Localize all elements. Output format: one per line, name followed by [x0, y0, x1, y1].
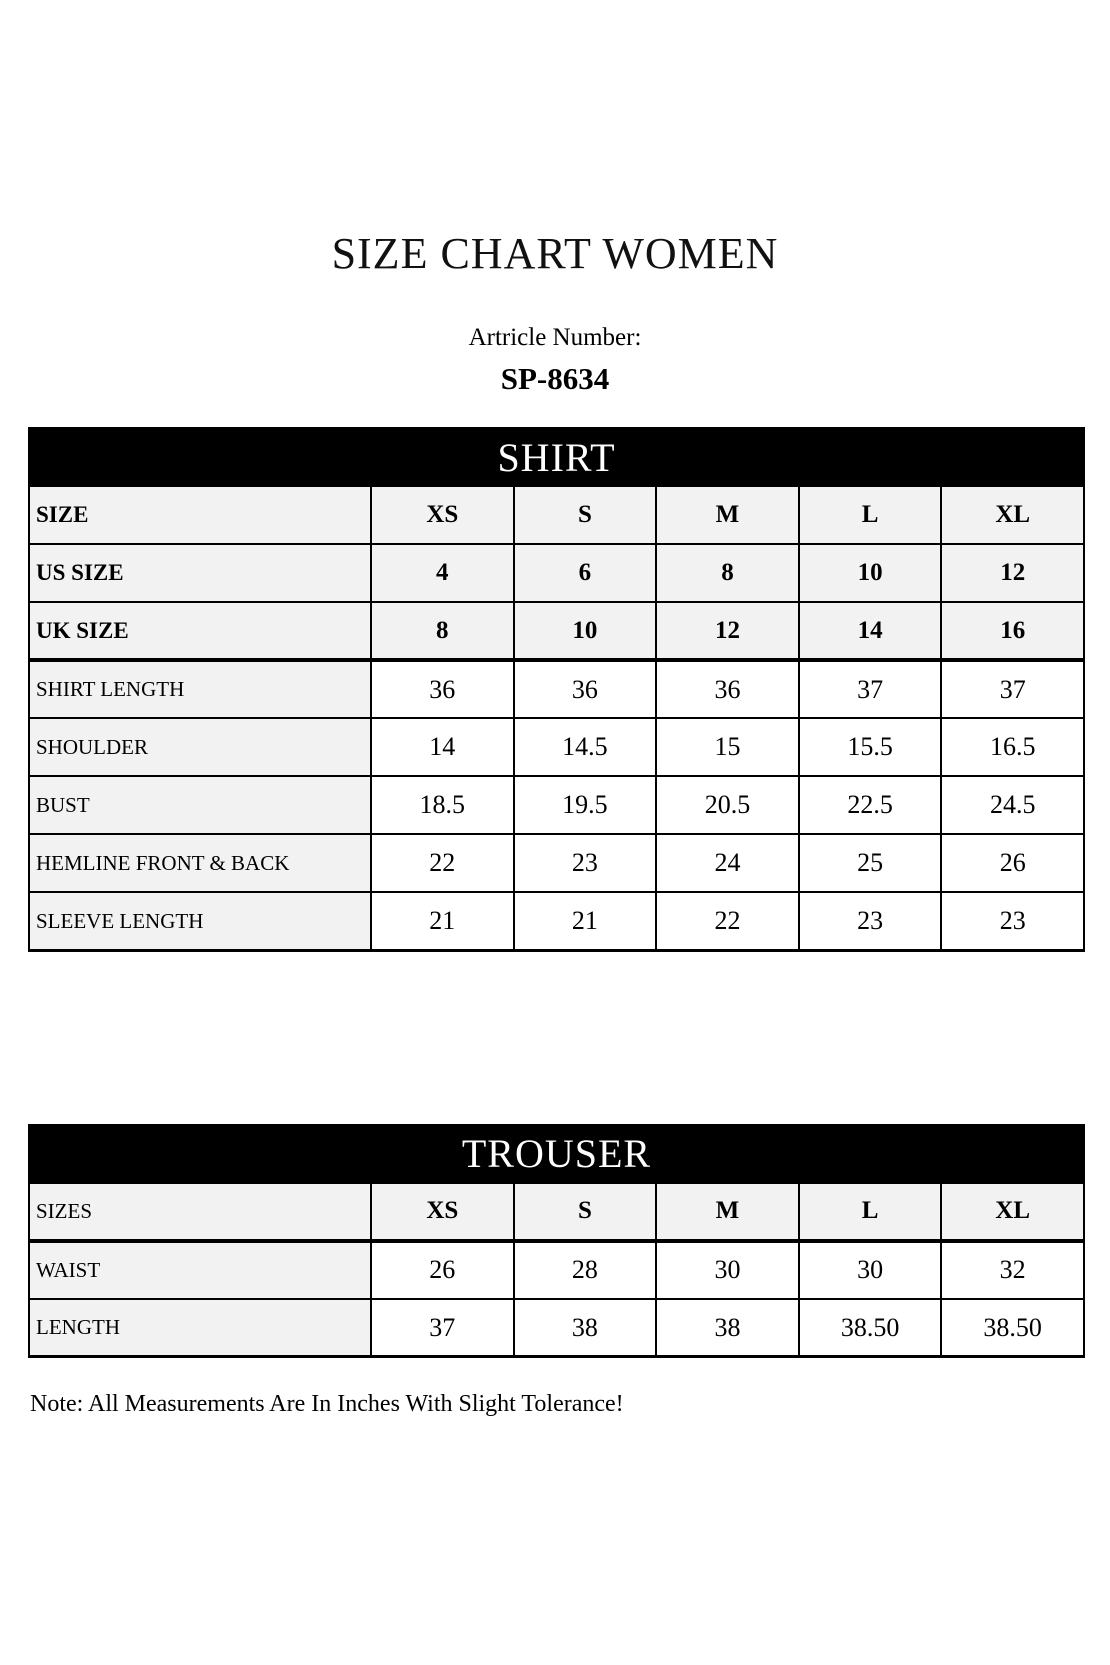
row-value: 38 — [656, 1299, 799, 1357]
row-value: L — [799, 1183, 942, 1241]
table-row — [29, 892, 1084, 950]
row-label: WAIST — [29, 1241, 371, 1299]
article-number-label: Artricle Number: — [468, 324, 642, 351]
row-value: 12 — [941, 544, 1084, 602]
row-value: 30 — [799, 1241, 942, 1299]
table-row — [29, 660, 1084, 718]
row-value: 21 — [514, 892, 657, 950]
table-row — [29, 486, 1084, 544]
row-value: 20.5 — [656, 776, 799, 834]
row-value: S — [514, 1183, 657, 1241]
row-value: XS — [371, 1183, 514, 1241]
row-value: 15 — [656, 718, 799, 776]
row-value: 26 — [371, 1241, 514, 1299]
row-value: 10 — [799, 544, 942, 602]
row-value: L — [799, 486, 942, 544]
measurement-note: Note: All Measurements Are In Inches With Slight Tolerance! — [30, 1391, 624, 1418]
row-value: 23 — [799, 892, 942, 950]
table-row — [29, 1299, 1084, 1357]
row-value: 8 — [656, 544, 799, 602]
row-value: 23 — [941, 892, 1084, 950]
row-value: 38.50 — [799, 1299, 942, 1357]
table-row — [29, 776, 1084, 834]
row-label: SHIRT LENGTH — [29, 660, 371, 718]
page-title: SIZE CHART WOMEN — [331, 229, 779, 278]
row-value: M — [656, 486, 799, 544]
row-label: US SIZE — [29, 544, 371, 602]
row-label: SHOULDER — [29, 718, 371, 776]
row-value: 21 — [371, 892, 514, 950]
row-value: 24 — [656, 834, 799, 892]
row-value: 14 — [799, 602, 942, 660]
row-value: 26 — [941, 834, 1084, 892]
row-value: 10 — [514, 602, 657, 660]
row-value: 12 — [656, 602, 799, 660]
row-value: M — [656, 1183, 799, 1241]
row-value: 30 — [656, 1241, 799, 1299]
row-value: 16 — [941, 602, 1084, 660]
row-value: 18.5 — [371, 776, 514, 834]
row-value: 22.5 — [799, 776, 942, 834]
row-label: LENGTH — [29, 1299, 371, 1357]
row-value: 36 — [656, 660, 799, 718]
row-label: SIZE — [29, 486, 371, 544]
table-title-row — [29, 428, 1084, 486]
row-value: 37 — [799, 660, 942, 718]
row-value: 37 — [371, 1299, 514, 1357]
row-value: 22 — [656, 892, 799, 950]
row-value: 36 — [514, 660, 657, 718]
table-row — [29, 544, 1084, 602]
row-value: 32 — [941, 1241, 1084, 1299]
table-row — [29, 834, 1084, 892]
table-row — [29, 718, 1084, 776]
row-value: S — [514, 486, 657, 544]
trouser-size-table — [28, 1124, 1085, 1359]
table-title-band: TROUSER — [29, 1125, 1084, 1183]
shirt-size-table — [28, 427, 1085, 952]
row-value: 8 — [371, 602, 514, 660]
row-value: 14.5 — [514, 718, 657, 776]
row-value: XL — [941, 486, 1084, 544]
row-value: 16.5 — [941, 718, 1084, 776]
row-value: 28 — [514, 1241, 657, 1299]
row-value: 38.50 — [941, 1299, 1084, 1357]
row-label: BUST — [29, 776, 371, 834]
row-value: XS — [371, 486, 514, 544]
table-title-band: SHIRT — [29, 428, 1084, 486]
table-row — [29, 602, 1084, 660]
row-label: SLEEVE LENGTH — [29, 892, 371, 950]
row-value: 4 — [371, 544, 514, 602]
article-number-value: SP-8634 — [500, 360, 610, 396]
table-row — [29, 1241, 1084, 1299]
row-value: XL — [941, 1183, 1084, 1241]
row-value: 19.5 — [514, 776, 657, 834]
row-label: SIZES — [29, 1183, 371, 1241]
row-value: 36 — [371, 660, 514, 718]
row-value: 14 — [371, 718, 514, 776]
row-label: HEMLINE FRONT & BACK — [29, 834, 371, 892]
table-row — [29, 1183, 1084, 1241]
row-value: 37 — [941, 660, 1084, 718]
row-value: 38 — [514, 1299, 657, 1357]
row-value: 22 — [371, 834, 514, 892]
row-value: 25 — [799, 834, 942, 892]
table-title-row — [29, 1125, 1084, 1183]
row-value: 24.5 — [941, 776, 1084, 834]
row-label: UK SIZE — [29, 602, 371, 660]
row-value: 15.5 — [799, 718, 942, 776]
row-value: 23 — [514, 834, 657, 892]
row-value: 6 — [514, 544, 657, 602]
